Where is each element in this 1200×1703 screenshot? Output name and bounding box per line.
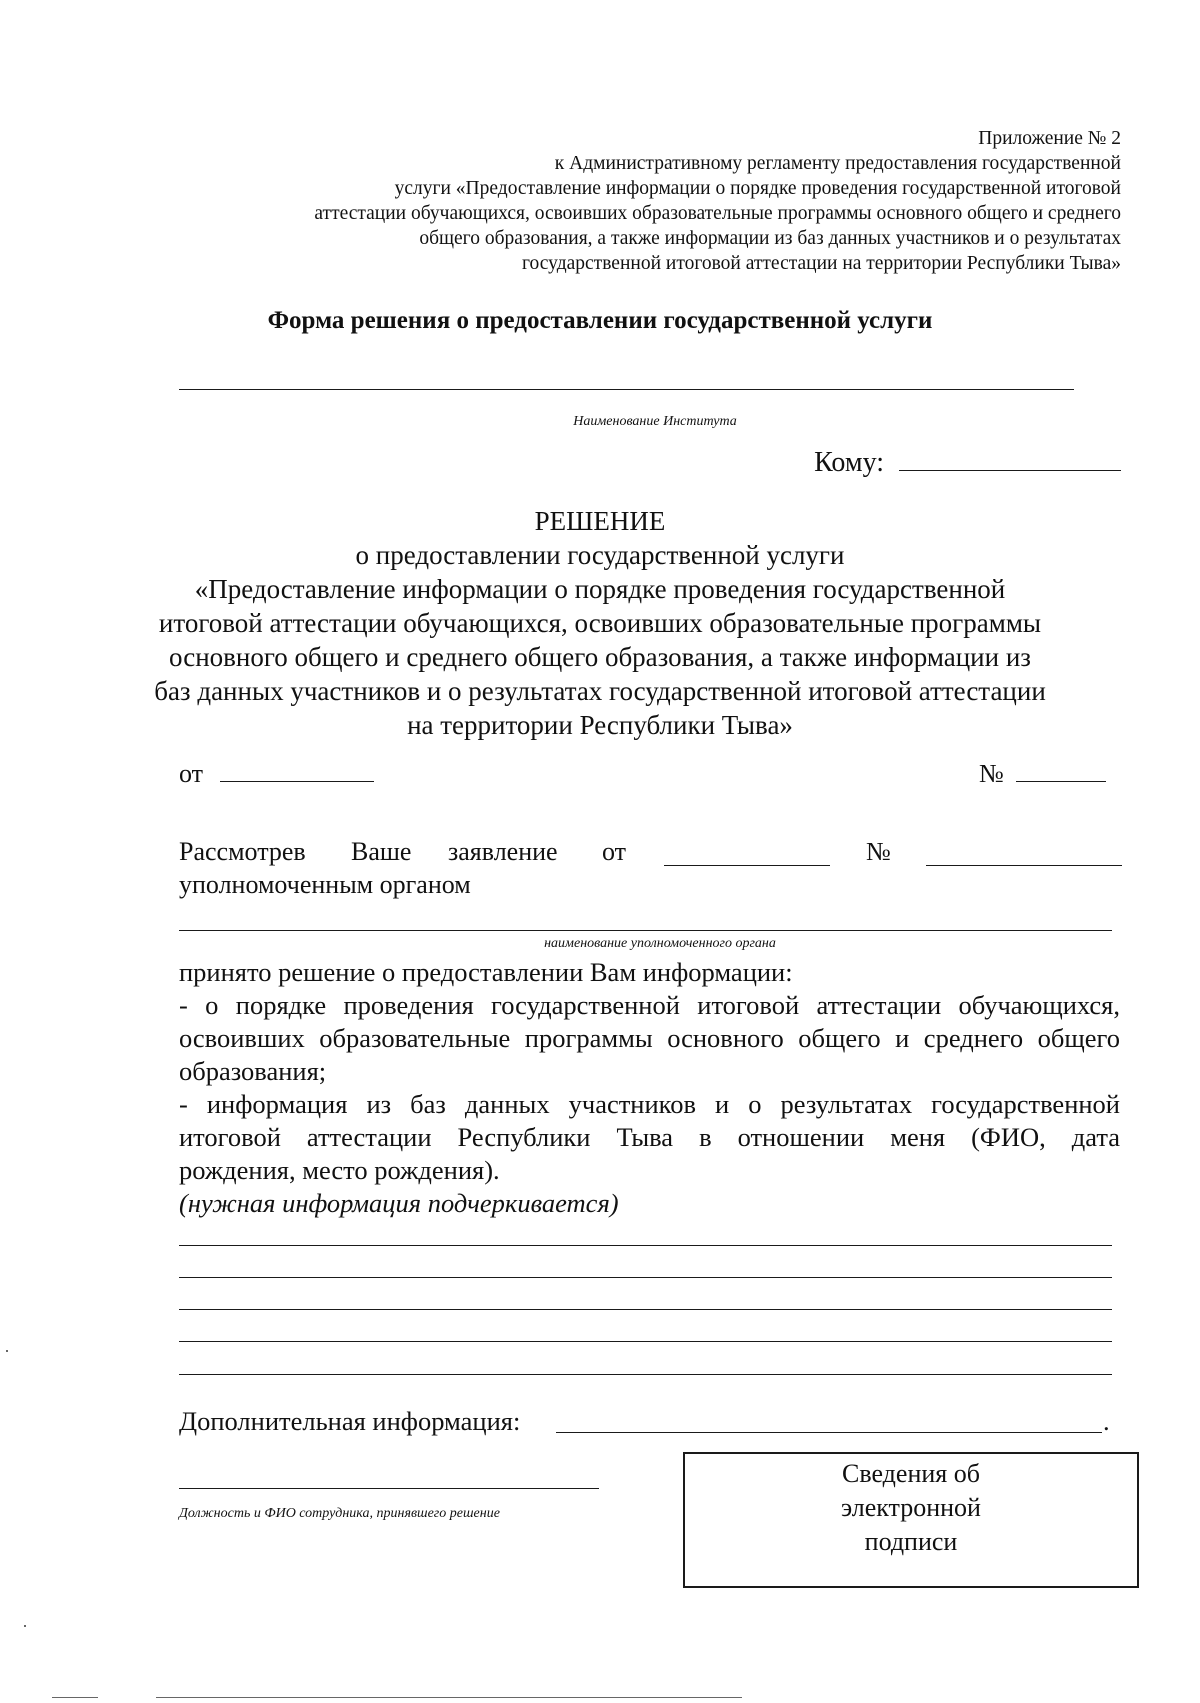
e-signature-line: Сведения об <box>842 1459 980 1488</box>
considered-word: Ваше <box>351 837 412 866</box>
appendix-line: Приложение № 2 <box>978 128 1121 149</box>
info-item-2: - информация из баз данных участников и о результатах государственной <box>179 1089 1120 1119</box>
recipient-blank <box>899 470 1121 471</box>
appendix-line: аттестации обучающихся, освоивших образовательные программы основного общего и среднего <box>314 203 1121 224</box>
institute-name-line <box>179 389 1074 390</box>
info-item-1: - о порядке проведения государственной итоговой аттестации обучающихся, <box>179 990 1120 1020</box>
form-title: Форма решения о предоставлении государственной услуги <box>267 307 933 334</box>
decision-line: о предоставлении государственной услуги <box>355 540 845 570</box>
decision-number-label: № <box>979 759 1004 788</box>
decision-number-blank <box>1016 781 1106 782</box>
info-item-2-end: рождения, место рождения). <box>179 1155 500 1185</box>
appendix-line: услуги «Предоставление информации о порядке проведения государственной итоговой <box>394 178 1121 199</box>
scan-artifact <box>156 1697 742 1698</box>
decision-date-row <box>179 757 374 791</box>
decision-line: основного общего и среднего общего образования, а также информации из <box>169 642 1031 672</box>
application-date-blank <box>664 865 830 866</box>
decision-line: «Предоставление информации о порядке проведения государственной <box>194 574 1006 604</box>
considered-word: от <box>602 837 627 866</box>
institute-caption: Наименование Института <box>573 414 737 429</box>
decision-title: РЕШЕНИЕ <box>534 506 666 536</box>
appendix-line: общего образования, а также информации из баз данных участников и о результатах <box>419 228 1121 249</box>
application-number-blank <box>926 865 1122 866</box>
appendix-line: к Административному регламенту предоставления государственной <box>554 153 1121 174</box>
blank-line <box>179 1277 1112 1278</box>
considered-word: Рассмотрев <box>179 837 306 866</box>
application-number-label: № <box>866 837 891 866</box>
decision-date-blank <box>220 781 374 782</box>
appendix-line: государственной итоговой аттестации на территории Республики Тыва» <box>522 253 1121 274</box>
blank-line <box>179 1245 1112 1246</box>
blank-line <box>179 1341 1112 1342</box>
signer-line <box>179 1488 599 1489</box>
decision-line: итоговой аттестации обучающихся, освоивших образовательные программы <box>158 608 1042 638</box>
decision-heading <box>0 504 1200 742</box>
additional-info-blank <box>556 1432 1102 1433</box>
additional-info-end: . <box>1103 1406 1110 1436</box>
recipient-label: Кому: <box>814 447 884 478</box>
decision-line: баз данных участников и о результатах государственной итоговой аттестации <box>154 676 1046 706</box>
scan-artifact <box>6 1350 8 1352</box>
e-signature-line: подписи <box>864 1527 958 1556</box>
scan-artifact <box>52 1697 98 1698</box>
info-item-1-cont: освоивших образовательные программы основного общего и среднего общего <box>179 1023 1120 1053</box>
authority-name-line <box>179 930 1112 931</box>
decision-statement: принято решение о предоставлении Вам информации: <box>179 957 793 987</box>
info-item-1-end: образования; <box>179 1056 327 1086</box>
signer-caption: Должность и ФИО сотрудника, принявшего решение <box>179 1506 500 1521</box>
recipient-row <box>814 446 1121 480</box>
decision-date-label: от <box>179 759 204 788</box>
e-signature-box <box>683 1452 1139 1588</box>
appendix-header <box>141 126 1121 276</box>
scan-artifact <box>24 1625 26 1627</box>
underline-note: (нужная информация подчеркивается) <box>179 1188 619 1218</box>
considered-word: заявление <box>448 837 558 866</box>
e-signature-line: электронной <box>841 1493 981 1522</box>
decision-number-row <box>979 757 1106 791</box>
authority-intro: уполномоченным органом <box>179 870 471 899</box>
authority-caption: наименование уполномоченного органа <box>544 936 776 951</box>
info-item-2-cont: итоговой аттестации Республики Тыва в отношении меня (ФИО, дата <box>179 1122 1120 1152</box>
blank-line <box>179 1374 1112 1375</box>
additional-info-label: Дополнительная информация: <box>179 1406 521 1436</box>
decision-line: на территории Республики Тыва» <box>407 710 793 740</box>
blank-line <box>179 1309 1112 1310</box>
